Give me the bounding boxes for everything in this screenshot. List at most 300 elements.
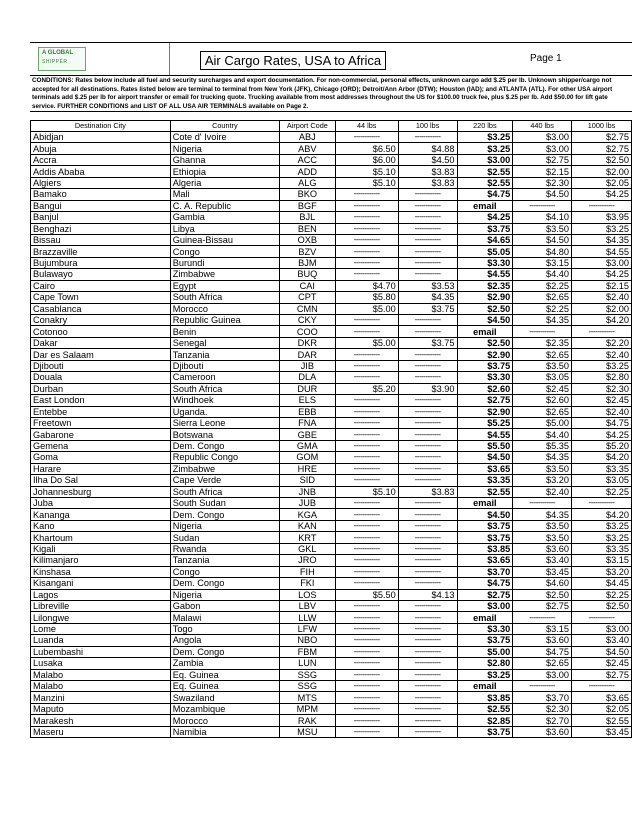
table-cell: Kananga — [31, 509, 171, 520]
table-cell: $4.35 — [513, 315, 572, 326]
table-cell: $2.80 — [572, 372, 632, 383]
table-cell: $3.30 — [457, 257, 513, 268]
table-cell: Lagos — [31, 589, 171, 600]
column-header: 44 lbs — [335, 121, 398, 132]
table-cell: ------------ — [335, 417, 398, 428]
table-cell: ------------ — [335, 200, 398, 211]
table-cell: GOM — [280, 452, 336, 463]
table-cell: ------------ — [398, 498, 457, 509]
table-cell: $2.25 — [572, 486, 632, 497]
table-cell: ------------ — [398, 234, 457, 245]
table-cell: Togo — [170, 623, 279, 634]
table-cell: Maputo — [31, 703, 171, 714]
table-cell: Republic Guinea — [170, 315, 279, 326]
table-cell: FNA — [280, 417, 336, 428]
table-cell: ------------ — [398, 315, 457, 326]
table-row — [31, 292, 632, 303]
table-cell: $3.95 — [572, 212, 632, 223]
table-cell: ------------ — [398, 578, 457, 589]
table-cell: LBV — [280, 600, 336, 611]
table-cell: $3.53 — [398, 280, 457, 291]
table-cell: $3.35 — [572, 463, 632, 474]
table-cell: $3.90 — [398, 383, 457, 394]
table-row — [31, 360, 632, 371]
table-cell: ACC — [280, 154, 336, 165]
table-cell: $4.13 — [398, 589, 457, 600]
table-cell: ------------ — [398, 360, 457, 371]
table-row — [31, 269, 632, 280]
table-cell: ------------ — [398, 692, 457, 703]
table-cell: ------------ — [335, 315, 398, 326]
table-cell: ------------ — [572, 200, 632, 211]
table-cell: ------------ — [335, 463, 398, 474]
table-cell: $2.30 — [572, 383, 632, 394]
table-cell: South Africa — [170, 486, 279, 497]
table-row — [31, 578, 632, 589]
table-cell: Namibia — [170, 726, 279, 737]
table-cell: $3.75 — [457, 726, 513, 737]
table-cell: $4.55 — [457, 269, 513, 280]
rate-sheet — [30, 42, 632, 738]
table-cell: ------------ — [335, 440, 398, 451]
table-cell: ------------ — [398, 257, 457, 268]
table-cell: JNB — [280, 486, 336, 497]
table-cell: Gemena — [31, 440, 171, 451]
table-cell: Marakesh — [31, 715, 171, 726]
table-cell: $3.00 — [457, 154, 513, 165]
table-cell: JRO — [280, 555, 336, 566]
table-cell: Congo — [170, 566, 279, 577]
table-row — [31, 280, 632, 291]
table-cell: Zambia — [170, 658, 279, 669]
table-cell: Lusaka — [31, 658, 171, 669]
table-cell: email — [457, 681, 513, 692]
table-row — [31, 234, 632, 245]
table-cell: $5.20 — [572, 440, 632, 451]
table-cell: $3.00 — [572, 623, 632, 634]
table-cell: ------------ — [335, 234, 398, 245]
table-cell: COO — [280, 326, 336, 337]
table-cell: $3.15 — [572, 555, 632, 566]
table-cell: ------------ — [335, 429, 398, 440]
table-cell: Maseru — [31, 726, 171, 737]
table-cell: Angola — [170, 635, 279, 646]
table-row — [31, 337, 632, 348]
table-cell: Bangui — [31, 200, 171, 211]
table-row — [31, 543, 632, 554]
table-cell: ------------ — [398, 212, 457, 223]
table-cell: $3.60 — [513, 543, 572, 554]
table-cell: Lilongwe — [31, 612, 171, 623]
table-cell: ------------ — [398, 429, 457, 440]
table-cell: $2.75 — [513, 600, 572, 611]
table-cell: $2.35 — [457, 280, 513, 291]
table-cell: $3.83 — [398, 486, 457, 497]
table-cell: ------------ — [398, 658, 457, 669]
table-cell: GKL — [280, 543, 336, 554]
grid-line — [169, 43, 170, 75]
table-cell: $5.10 — [335, 166, 398, 177]
table-cell: $2.15 — [513, 166, 572, 177]
table-cell: Mali — [170, 189, 279, 200]
table-cell: $2.65 — [513, 406, 572, 417]
table-cell: CKY — [280, 315, 336, 326]
table-cell: ------------ — [398, 726, 457, 737]
table-cell: $3.50 — [513, 223, 572, 234]
table-cell: Gambia — [170, 212, 279, 223]
table-cell: Guinea-Bissau — [170, 234, 279, 245]
table-cell: Casablanca — [31, 303, 171, 314]
table-row — [31, 635, 632, 646]
table-cell: $3.15 — [513, 257, 572, 268]
table-cell: $2.60 — [457, 383, 513, 394]
table-cell: ------------ — [335, 498, 398, 509]
table-cell: LFW — [280, 623, 336, 634]
table-cell: Brazzaville — [31, 246, 171, 257]
table-row — [31, 681, 632, 692]
table-cell: JUB — [280, 498, 336, 509]
table-cell: Congo — [170, 246, 279, 257]
table-cell: ------------ — [335, 669, 398, 680]
table-cell: $2.45 — [513, 383, 572, 394]
table-row — [31, 600, 632, 611]
table-cell: ------------ — [335, 475, 398, 486]
table-cell: Dem. Congo — [170, 509, 279, 520]
table-cell: $3.70 — [513, 692, 572, 703]
table-cell: Abuja — [31, 143, 171, 154]
table-cell: $5.05 — [457, 246, 513, 257]
table-cell: ------------ — [335, 692, 398, 703]
table-cell: ------------ — [398, 509, 457, 520]
table-cell: ------------ — [398, 543, 457, 554]
table-cell: $3.20 — [513, 475, 572, 486]
table-cell: Banjul — [31, 212, 171, 223]
table-cell: Swaziland — [170, 692, 279, 703]
table-cell: Bujumbura — [31, 257, 171, 268]
table-cell: BUQ — [280, 269, 336, 280]
table-cell: $3.30 — [457, 372, 513, 383]
table-cell: ------------ — [572, 681, 632, 692]
table-cell: Harare — [31, 463, 171, 474]
table-cell: ------------ — [398, 406, 457, 417]
table-cell: DLA — [280, 372, 336, 383]
table-cell: ------------ — [335, 566, 398, 577]
table-cell: $3.50 — [513, 520, 572, 531]
table-cell: $4.35 — [398, 292, 457, 303]
table-cell: $4.25 — [572, 189, 632, 200]
table-cell: ------------ — [572, 326, 632, 337]
table-cell: $3.05 — [513, 372, 572, 383]
table-cell: $3.85 — [457, 543, 513, 554]
table-cell: Algeria — [170, 177, 279, 188]
table-cell: $5.00 — [457, 646, 513, 657]
table-cell: $2.65 — [513, 292, 572, 303]
table-cell: $2.80 — [457, 658, 513, 669]
table-row — [31, 555, 632, 566]
table-row — [31, 406, 632, 417]
table-cell: $5.25 — [457, 417, 513, 428]
table-cell: $5.80 — [335, 292, 398, 303]
table-cell: email — [457, 326, 513, 337]
table-cell: Rwanda — [170, 543, 279, 554]
table-cell: $2.75 — [457, 589, 513, 600]
logo-line2: SHIPPER — [42, 59, 68, 65]
table-cell: Cape Town — [31, 292, 171, 303]
table-cell: $2.50 — [513, 589, 572, 600]
table-cell: $5.50 — [457, 440, 513, 451]
table-cell: Bissau — [31, 234, 171, 245]
table-cell: ------------ — [398, 566, 457, 577]
table-cell: $3.75 — [457, 223, 513, 234]
table-cell: Cote d' Ivoire — [170, 132, 279, 143]
table-cell: $3.15 — [513, 623, 572, 634]
table-cell: $4.50 — [513, 189, 572, 200]
table-cell: SSG — [280, 681, 336, 692]
table-row — [31, 475, 632, 486]
table-cell: Benghazi — [31, 223, 171, 234]
table-cell: $4.75 — [572, 417, 632, 428]
table-cell: EBB — [280, 406, 336, 417]
table-cell: ------------ — [335, 555, 398, 566]
table-cell: $6.50 — [335, 143, 398, 154]
table-cell: $3.00 — [513, 132, 572, 143]
table-cell: ------------ — [398, 200, 457, 211]
table-cell: $3.20 — [572, 566, 632, 577]
table-row — [31, 349, 632, 360]
table-cell: $3.40 — [513, 555, 572, 566]
table-cell: email — [457, 498, 513, 509]
table-cell: Kisangani — [31, 578, 171, 589]
table-cell: $2.05 — [572, 177, 632, 188]
table-cell: email — [457, 612, 513, 623]
table-cell: ------------ — [335, 600, 398, 611]
table-cell: $3.60 — [513, 635, 572, 646]
table-cell: $5.35 — [513, 440, 572, 451]
table-cell: Dar es Salaam — [31, 349, 171, 360]
table-cell: $5.50 — [335, 589, 398, 600]
table-cell: Republic Congo — [170, 452, 279, 463]
table-cell: $2.40 — [572, 406, 632, 417]
table-cell: $3.60 — [513, 726, 572, 737]
table-cell: SID — [280, 475, 336, 486]
table-cell: $2.30 — [513, 703, 572, 714]
table-cell: ------------ — [335, 395, 398, 406]
table-cell: $2.55 — [457, 177, 513, 188]
table-cell: ------------ — [335, 543, 398, 554]
table-cell: Dem. Congo — [170, 440, 279, 451]
table-cell: Eq. Guinea — [170, 681, 279, 692]
table-cell: $4.45 — [572, 578, 632, 589]
table-cell: $2.00 — [572, 166, 632, 177]
table-cell: $4.50 — [457, 509, 513, 520]
table-cell: $4.50 — [513, 234, 572, 245]
table-cell: ------------ — [572, 612, 632, 623]
table-cell: $4.75 — [457, 578, 513, 589]
table-cell: ------------ — [335, 726, 398, 737]
table-cell: Sierra Leone — [170, 417, 279, 428]
table-cell: OXB — [280, 234, 336, 245]
table-cell: FKI — [280, 578, 336, 589]
table-cell: $3.85 — [457, 692, 513, 703]
table-row — [31, 669, 632, 680]
table-cell: $4.50 — [457, 452, 513, 463]
table-cell: $2.30 — [513, 177, 572, 188]
table-cell: Johannesburg — [31, 486, 171, 497]
table-row — [31, 429, 632, 440]
table-cell: $3.70 — [457, 566, 513, 577]
table-cell: ------------ — [398, 475, 457, 486]
table-row — [31, 646, 632, 657]
table-cell: Senegal — [170, 337, 279, 348]
table-cell: $5.10 — [335, 177, 398, 188]
table-cell: ------------ — [335, 681, 398, 692]
table-cell: $4.80 — [513, 246, 572, 257]
table-cell: Nigeria — [170, 520, 279, 531]
table-cell: $2.55 — [572, 715, 632, 726]
table-cell: ------------ — [513, 498, 572, 509]
table-cell: South Sudan — [170, 498, 279, 509]
table-cell: $2.65 — [513, 349, 572, 360]
table-cell: $2.60 — [513, 395, 572, 406]
table-cell: $2.75 — [457, 395, 513, 406]
table-cell: $5.00 — [335, 303, 398, 314]
table-cell: Morocco — [170, 715, 279, 726]
table-cell: $4.40 — [513, 429, 572, 440]
table-cell: $2.55 — [457, 703, 513, 714]
table-cell: $3.00 — [457, 600, 513, 611]
table-cell: $2.35 — [513, 337, 572, 348]
table-cell: KRT — [280, 532, 336, 543]
table-cell: $2.75 — [572, 143, 632, 154]
table-cell: $2.25 — [572, 589, 632, 600]
table-row — [31, 589, 632, 600]
table-cell: LOS — [280, 589, 336, 600]
table-cell: ABJ — [280, 132, 336, 143]
table-cell: DAR — [280, 349, 336, 360]
table-cell: Kigali — [31, 543, 171, 554]
table-cell: ------------ — [335, 269, 398, 280]
column-header: 1000 lbs — [572, 121, 632, 132]
table-cell: ------------ — [398, 463, 457, 474]
table-cell: $3.45 — [513, 566, 572, 577]
table-cell: GMA — [280, 440, 336, 451]
table-cell: $4.20 — [572, 509, 632, 520]
table-row — [31, 395, 632, 406]
table-cell: $4.25 — [572, 429, 632, 440]
table-row — [31, 452, 632, 463]
table-cell: Tanzania — [170, 349, 279, 360]
table-cell: ------------ — [398, 189, 457, 200]
table-cell: $4.60 — [513, 578, 572, 589]
table-cell: $3.25 — [457, 143, 513, 154]
table-cell: $6.00 — [335, 154, 398, 165]
table-cell: $5.00 — [335, 337, 398, 348]
table-cell: ALG — [280, 177, 336, 188]
table-cell: ------------ — [398, 623, 457, 634]
table-row — [31, 315, 632, 326]
table-cell: $3.50 — [513, 463, 572, 474]
table-cell: FIH — [280, 566, 336, 577]
table-row — [31, 326, 632, 337]
table-cell: $2.55 — [457, 166, 513, 177]
table-cell: $3.75 — [457, 520, 513, 531]
table-cell: $3.00 — [513, 669, 572, 680]
table-cell: $3.35 — [572, 543, 632, 554]
table-cell: Freetown — [31, 417, 171, 428]
table-cell: South Africa — [170, 383, 279, 394]
table-cell: ------------ — [398, 326, 457, 337]
table-cell: ------------ — [335, 646, 398, 657]
table-cell: BKO — [280, 189, 336, 200]
table-cell: Nigeria — [170, 589, 279, 600]
table-cell: $2.75 — [513, 154, 572, 165]
company-logo — [38, 47, 86, 71]
table-cell: BJM — [280, 257, 336, 268]
table-cell: KGA — [280, 509, 336, 520]
table-cell: Gabarone — [31, 429, 171, 440]
table-row — [31, 372, 632, 383]
table-cell: Abidjan — [31, 132, 171, 143]
table-cell: Accra — [31, 154, 171, 165]
table-cell: Manzini — [31, 692, 171, 703]
table-cell: $3.25 — [572, 223, 632, 234]
table-cell: $2.50 — [572, 154, 632, 165]
table-cell: $4.55 — [572, 246, 632, 257]
table-cell: $2.50 — [457, 337, 513, 348]
table-row — [31, 143, 632, 154]
table-cell: ------------ — [398, 612, 457, 623]
table-cell: $4.20 — [572, 452, 632, 463]
table-row — [31, 486, 632, 497]
table-cell: Burundi — [170, 257, 279, 268]
table-cell: ------------ — [335, 658, 398, 669]
table-row — [31, 246, 632, 257]
table-cell: ------------ — [398, 600, 457, 611]
table-cell: ------------ — [513, 326, 572, 337]
table-cell: KAN — [280, 520, 336, 531]
table-cell: $2.85 — [457, 715, 513, 726]
table-cell: ------------ — [398, 532, 457, 543]
table-cell: ------------ — [572, 498, 632, 509]
table-cell: Dakar — [31, 337, 171, 348]
table-cell: $3.75 — [398, 303, 457, 314]
table-row — [31, 200, 632, 211]
table-row — [31, 520, 632, 531]
table-cell: Tanzania — [170, 555, 279, 566]
table-cell: HRE — [280, 463, 336, 474]
table-cell: CAI — [280, 280, 336, 291]
table-cell: Botswana — [170, 429, 279, 440]
table-cell: South Africa — [170, 292, 279, 303]
table-cell: ------------ — [335, 452, 398, 463]
table-cell: ------------ — [335, 257, 398, 268]
table-cell: $3.75 — [457, 532, 513, 543]
table-cell: $3.75 — [398, 337, 457, 348]
table-cell: $4.70 — [335, 280, 398, 291]
table-row — [31, 166, 632, 177]
table-cell: $3.25 — [457, 669, 513, 680]
table-cell: $2.00 — [572, 303, 632, 314]
table-cell: $2.75 — [572, 669, 632, 680]
table-cell: Uganda. — [170, 406, 279, 417]
table-cell: Gabon — [170, 600, 279, 611]
table-cell: DKR — [280, 337, 336, 348]
table-cell: $3.65 — [572, 692, 632, 703]
table-header-row — [31, 121, 632, 132]
table-cell: ------------ — [335, 372, 398, 383]
table-cell: $4.55 — [457, 429, 513, 440]
table-cell: ------------ — [335, 223, 398, 234]
